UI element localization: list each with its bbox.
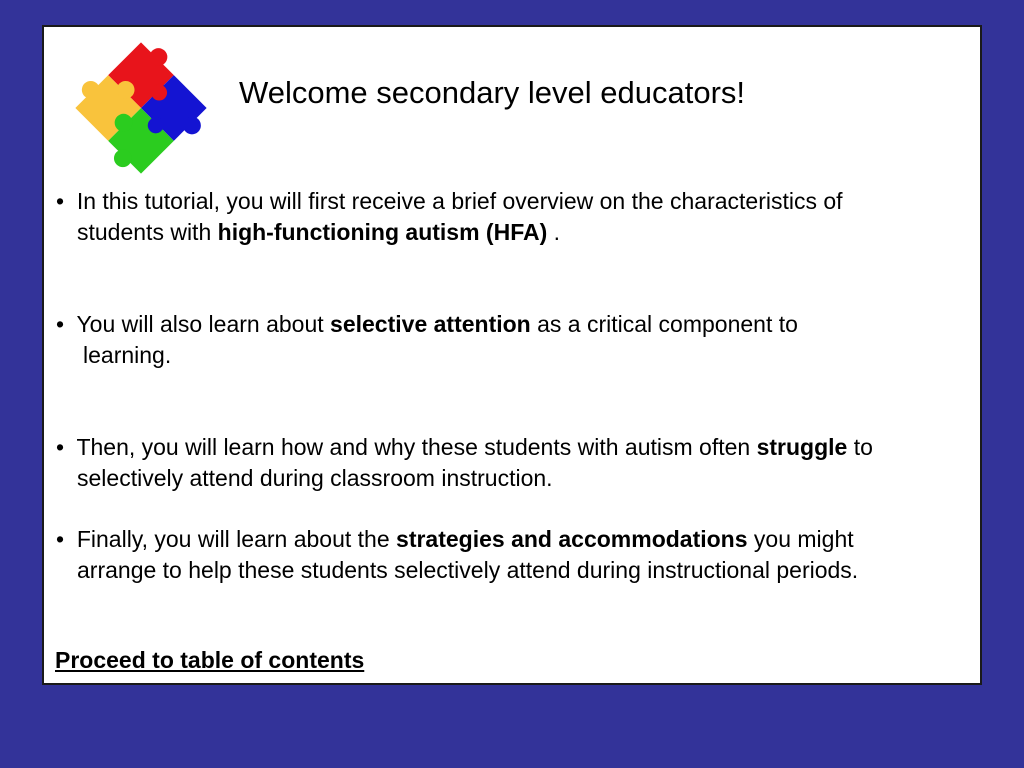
bullet-emphasis: strategies and accommodations xyxy=(396,526,748,552)
bullet-text: selectively attend during classroom instruction. xyxy=(77,465,553,491)
bullet-marker: • xyxy=(56,434,65,460)
bullet-emphasis: struggle xyxy=(756,434,848,460)
bullet-line xyxy=(56,463,971,494)
bullet-line xyxy=(56,309,971,340)
bullet-text: learning. xyxy=(83,342,172,368)
proceed-to-contents-link[interactable]: Proceed to table of contents xyxy=(55,647,365,673)
bullet-line xyxy=(56,217,971,248)
bullet-overview xyxy=(56,186,971,248)
puzzle-pieces-icon xyxy=(62,29,220,187)
slide-title: Welcome secondary level educators! xyxy=(239,75,746,110)
bullet-text: You will also learn about xyxy=(76,311,331,337)
bullet-emphasis: selective attention xyxy=(330,311,531,337)
bullet-line xyxy=(56,432,971,463)
bullet-selective-attention xyxy=(56,309,971,371)
slide-panel xyxy=(42,25,982,685)
bullet-text: Then, you will learn how and why these students with autism often xyxy=(76,434,757,460)
bullet-text: students with xyxy=(77,219,218,245)
bullet-line xyxy=(56,186,971,217)
bullet-line xyxy=(56,555,971,586)
bullet-line xyxy=(56,524,971,555)
bullet-marker: • xyxy=(56,311,65,337)
bullet-text: arrange to help these students selectively attend during instructional periods. xyxy=(77,557,859,583)
bullet-text: to xyxy=(847,434,873,460)
bullet-text: Finally, you will learn about the xyxy=(76,526,397,552)
bullet-line xyxy=(56,340,971,371)
bullet-emphasis: high-functioning autism (HFA) xyxy=(217,219,548,245)
bullet-text: . xyxy=(547,219,561,245)
bullet-text: In this tutorial, you will first receive a brief overview on the characteristics of xyxy=(76,188,843,214)
bullet-struggle xyxy=(56,432,971,494)
bullet-text: you might xyxy=(747,526,854,552)
bullet-marker: • xyxy=(56,188,65,214)
bullet-strategies xyxy=(56,524,971,586)
bullet-marker: • xyxy=(56,526,65,552)
bullet-text: as a critical component to xyxy=(530,311,798,337)
